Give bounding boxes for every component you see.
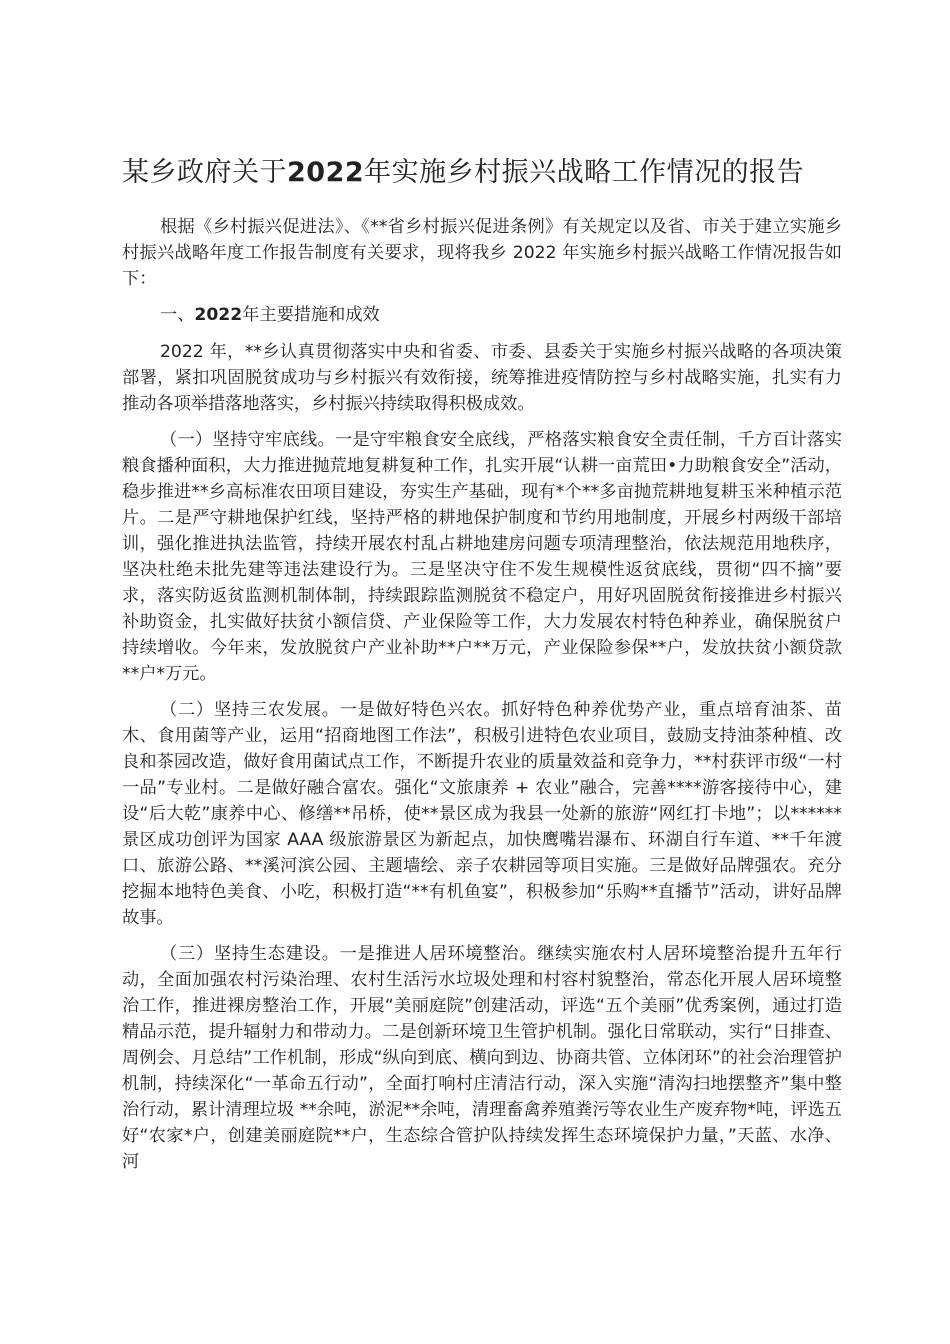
title-suffix: 年实施乡村振兴战略工作情况的报告 [364,157,805,188]
section-heading-year: 2022 [194,305,243,325]
title-prefix: 某乡政府关于 [122,157,287,188]
section-heading-1 [122,302,842,328]
paragraph-agriculture: （二）坚持三农发展。一是做好特色兴农。抓好特色种养优势产业，重点培育油茶、苗木、食用菌等产业，运用“招商地图工作法”，积极引进特色农业项目，鼓励支持油茶种植、改良和茶园改造，做好食用菌试点工作，不断提升农业的质量效益和竞争力，**村获评市级“一村一品”专业村。二是做好融合富农。强化“文旅康养 + 农业”融合，完善****游客接待中心，建设“后大乾”康养中心、修缮**吊桥，使**景区成为我县一处新的旅游“网红打卡地”；以******景区成功创评为国家 AAA 级旅游景区为新起点，加快鹰嘴岩瀑布、环湖自行车道、**千年渡口、旅游公路、**溪河滨公园、主题墙绘、亲子农耕园等项目实施。三是做好品牌强农。充分挖掘本地特色美食、小吃，积极打造“**有机鱼宴”，积极参加“乐购**直播节”活动，讲好品牌故事。 [122,700,842,928]
document-title [122,150,842,196]
document-page [122,150,842,1185]
paragraph-ecology: （三）坚持生态建设。一是推进人居环境整治。继续实施农村人居环境整治提升五年行动，全面加强农村污染治理、农村生活污水垃圾处理和村容村貌整治，常态化开展人居环境整治工作，推进裸房整治工作，开展“美丽庭院”创建活动，评选“五个美丽”优秀案例，通过打造精品示范，提升辐射力和带动力。二是创新环境卫生管护机制。强化日常联动，实行“日排查、周例会、月总结”工作机制，形成“纵向到底、横向到边、协商共管、立体闭环”的社会治理管护机制，持续深化“一革命五行动”，全面打响村庄清洁行动，深入实施“清沟扫地摆整齐”集中整治行动，累计清理垃圾 **余吨，淤泥**余吨，清理畜禽养殖粪污等农业生产废弃物*吨，评选五好“农家*户，创建美丽庭院**户，生态综合管护队持续发挥生态环境保护力量，”天蓝、水净、河 [122,944,842,1172]
overview-paragraph: 2022 年，**乡认真贯彻落实中央和省委、市委、县委关于实施乡村振兴战略的各项决策部署，紧扣巩固脱贫成功与乡村振兴有效衔接，统筹推进疫情防控与乡村战略实施，扎实有力推动各项举措落地落实，乡村振兴持续取得积极成效。 [122,342,842,414]
section-heading-suffix: 年主要措施和成效 [242,305,380,325]
intro-paragraph: 根据《乡村振兴促进法》、《**省乡村振兴促进条例》有关规定以及省、市关于建立实施乡村振兴战略年度工作报告制度有关要求，现将我乡 2022 年实施乡村振兴战略工作情况报告如下： [122,217,842,289]
title-year: 2022 [287,157,365,188]
paragraph-bottom-line: （一）坚持守牢底线。一是守牢粮食安全底线，严格落实粮食安全责任制，千方百计落实粮食播种面积，大力推进抛荒地复耕复种工作，扎实开展“认耕一亩荒田•力助粮食安全”活动，稳步推进**乡高标准农田项目建设，夯实生产基础，现有*个**多亩抛荒耕地复耕玉米种植示范片。二是严守耕地保护红线，坚持严格的耕地保护制度和节约用地制度，开展乡村两级干部培训，强化推进执法监管，持续开展农村乱占耕地建房问题专项清理整治，依法规范用地秩序，坚决杜绝未批先建等违法建设行为。三是坚决守住不发生规模性返贫底线，贯彻“四不摘”要求，落实防返贫监测机制体制，持续跟踪监测脱贫不稳定户，用好巩固脱贫衔接推进乡村振兴补助资金，扎实做好扶贫小额信贷、产业保险等工作，大力发展农村特色种养业，确保脱贫户持续增收。今年来，发放脱贫户产业补助**户**万元，产业保险参保**户，发放扶贫小额贷款**户*万元。 [122,430,842,684]
section-heading-prefix: 一、 [160,305,195,325]
